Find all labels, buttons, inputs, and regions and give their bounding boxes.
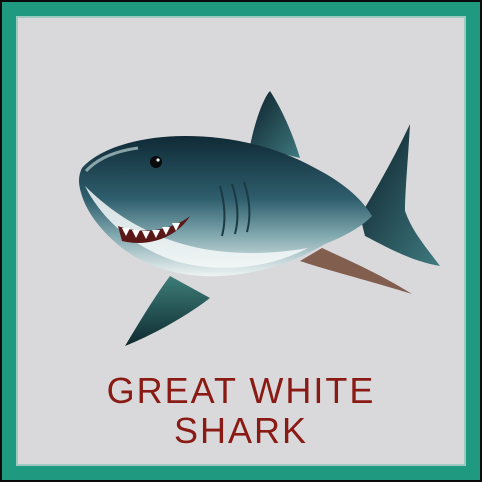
species-title [16, 371, 466, 451]
species-title-line-2: SHARK [173, 410, 309, 451]
species-title-line-1: GREAT WHITE [106, 370, 376, 411]
species-card [2, 2, 480, 480]
pelvic-fin [300, 248, 412, 294]
shark-eye [150, 156, 162, 168]
great-white-shark-illustration [60, 76, 450, 366]
pectoral-fin [125, 276, 210, 346]
tail-fin [360, 124, 440, 266]
